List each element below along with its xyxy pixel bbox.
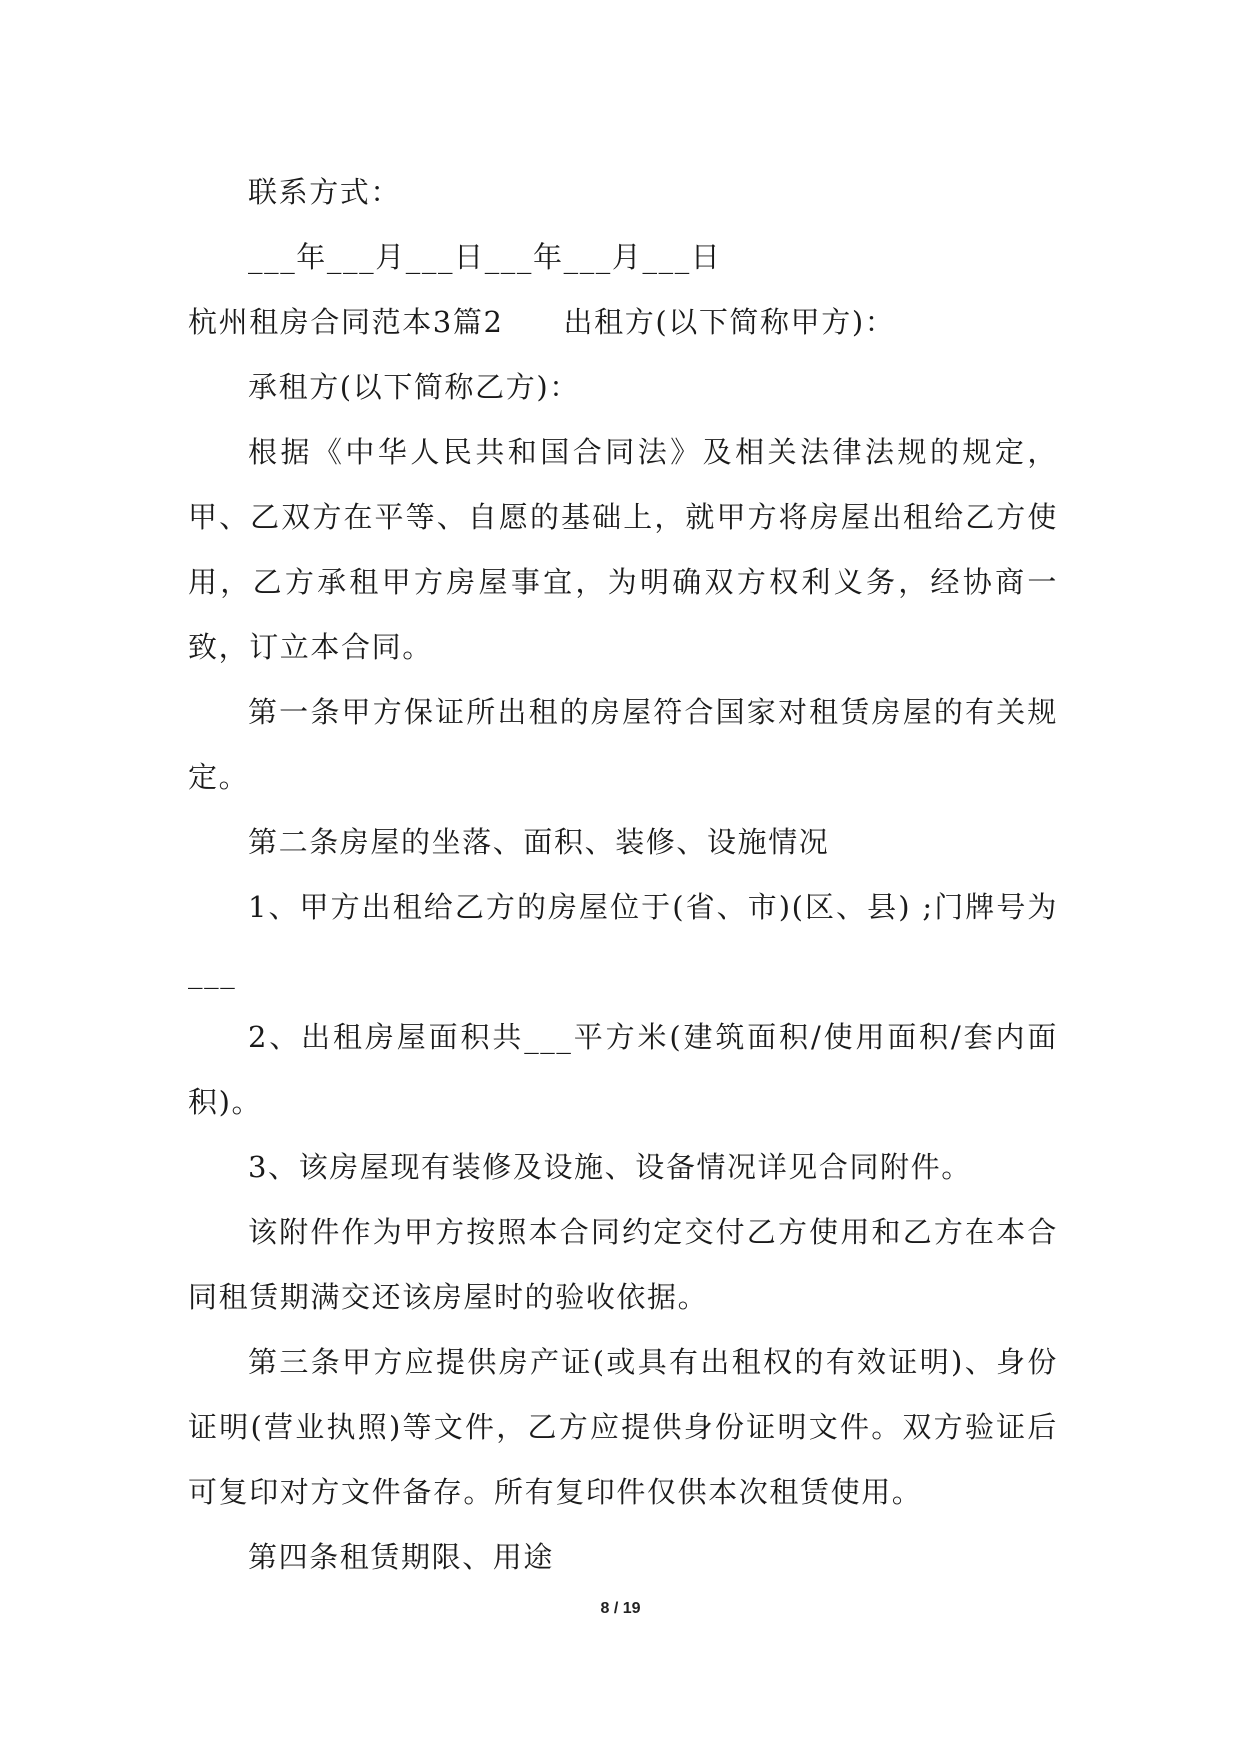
date-line: ___年___月___日___年___月___日 xyxy=(248,240,722,274)
attachment-note: 该附件作为甲方按照本合同约定交付乙方使用和乙方在本合同租赁期满交还该房屋时的验收依据。 xyxy=(188,1215,1058,1314)
lessor-label: 出租方(以下简称甲方)： xyxy=(563,305,896,339)
contract-preamble: 根据《中华人民共和国合同法》及相关法律法规的规定，甲、乙双方在平等、自愿的基础上，就甲方将房屋出租给乙方使用，乙方承租甲方房屋事宜，为明确双方权利义务，经协商一致，订立本合同。 xyxy=(188,435,1058,664)
page-number: 8 / 19 xyxy=(600,1600,641,1617)
document-body xyxy=(188,160,1058,1590)
article-2-item-3: 3、该房屋现有装修及设施、设备情况详见合同附件。 xyxy=(248,1150,972,1184)
article-2-item-1: 1、甲方出租给乙方的房屋位于(省、市)(区、县) ;门牌号为___ xyxy=(188,890,1058,989)
article-2-title: 第二条房屋的坐落、面积、装修、设施情况 xyxy=(248,825,830,859)
article-4-title: 第四条租赁期限、用途 xyxy=(248,1540,555,1574)
contact-line: 联系方式： xyxy=(248,175,402,209)
lessee-label: 承租方(以下简称乙方)： xyxy=(248,370,580,404)
contract-title: 杭州租房合同范本3篇2 xyxy=(188,305,504,339)
article-3: 第三条甲方应提供房产证(或具有出租权的有效证明)、身份证明(营业执照)等文件，乙方应提供身份证明文件。双方验证后可复印对方文件备存。所有复印件仅供本次租赁使用。 xyxy=(188,1345,1058,1509)
article-1: 第一条甲方保证所出租的房屋符合国家对租赁房屋的有关规定。 xyxy=(188,695,1058,794)
contract-heading-line xyxy=(188,290,1058,355)
article-2-item-2: 2、出租房屋面积共___平方米(建筑面积/使用面积/套内面积)。 xyxy=(188,1020,1058,1119)
